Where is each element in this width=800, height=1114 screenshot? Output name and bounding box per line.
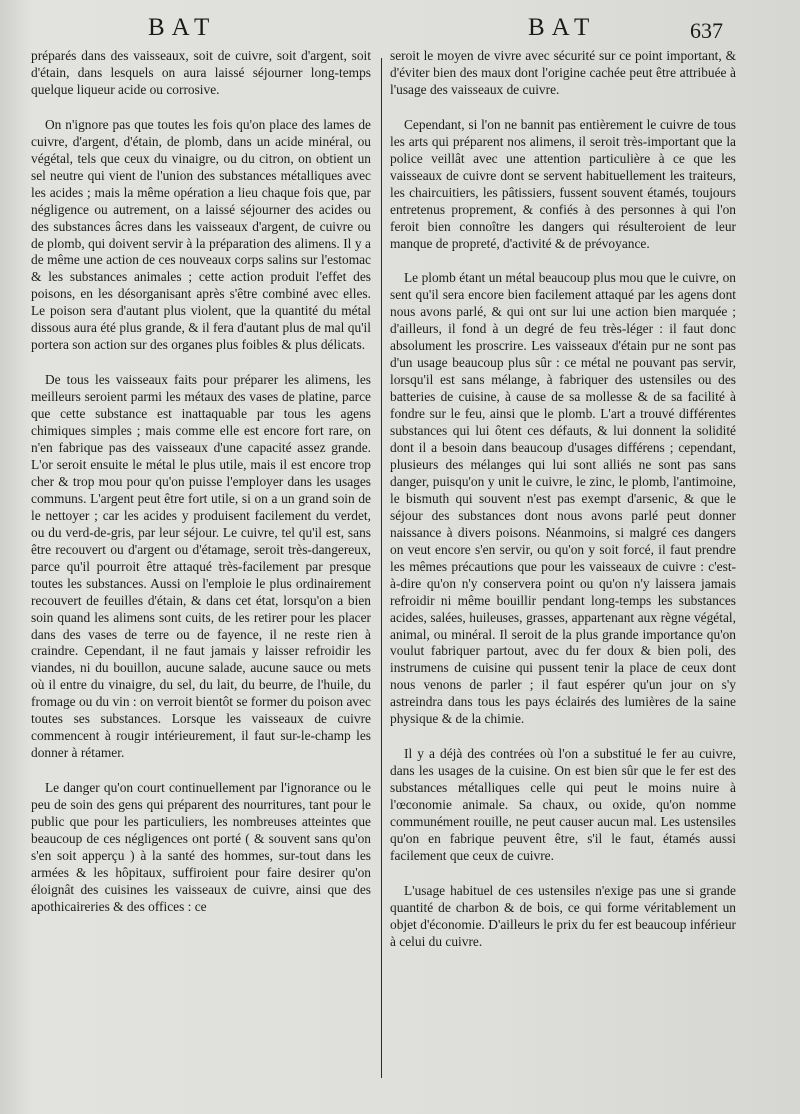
left-column	[31, 48, 371, 916]
page-number: 637	[690, 18, 723, 43]
running-header-left: BAT	[148, 14, 217, 41]
paragraph: seroit le moyen de vivre avec sécurité sur ce point important, & d'éviter bien des maux dont l'origine cachée peut être attribuée à l'usage des vaisseaux de cuivre.	[390, 48, 736, 97]
paragraph: Cependant, si l'on ne bannit pas entièrement le cuivre de tous les arts qui préparent nos alimens, il seroit très-important que la police veillât avec une attention particulière à ce que les vaisseaux de cuivre dont se servent habituellement les traiteurs, les chaircuitiers, les pâtissiers, fussent souvent étamés, toujours entretenus proprement, & confiés à des personnes à qui l'on feroit bien connoître les dangers qui résulteroient de leur manque de propreté, d'activité & de prévoyance.	[390, 116, 736, 251]
paragraph: Il y a déjà des contrées où l'on a substitué le fer au cuivre, dans les usages de la cuisine. On est bien sûr que le fer est des substances métalliques celle qui peut le moins nuire à l'œconomie animale. Sa chaux, ou oxide, qu'on nomme communément rouille, ne peut causer aucun mal. Les ustensiles qu'on en fabrique peuvent être, s'il le faut, étamés aussi facilement que ceux de cuivre.	[390, 746, 736, 863]
column-divider	[381, 58, 382, 1078]
paragraph: Le plomb étant un métal beaucoup plus mou que le cuivre, on sent qu'il sera encore bien facilement attaqué par les agens dont nous avons parlé, & qui ont sur lui une action bien marquée ; d'ailleurs, il fond à un degré de feu très-léger : il faut donc absolument les proscrire. Les vaisseaux d'étain pur ne sont pas d'un usage beaucoup plus sûr : ce métal ne pouvant pas servir, lorsqu'il est sans mélange, à fabriquer des ustensiles ou des batteries de cuisine, à cause de sa mollesse & de sa facilité à fondre sur le feu, ainsi que le plomb. L'art a trouvé différentes substances qui lui ôtent ces défauts, & lui donnent la solidité dont il a besoin dans beaucoup d'usages différens ; cependant, plusieurs des mélanges qui lui sont alliés ne sont pas sans danger, puisqu'on y unit le cuivre, le zinc, le plomb, l'antimoine, le bismuth qui souvent n'est pas exempt d'arsenic, & que le séjour des substances dont nous avons parlé peut donner naissance à divers poisons. Néanmoins, si malgré ces dangers on veut encore s'en servir, ou qu'on y soit forcé, il faut prendre les mêmes précautions que pour les vaisseaux de cuivre : c'est-à-dire qu'on n'y conservera point ou qu'on n'y laissera jamais refroidir ni même bouillir pendant long-temps les substances acides, salées, huileuses, grasses, appartenant aux règne végétal, animal, ou minéral. Il seroit de la plus grande importance qu'on voulut fabriquer partout, avec du fer doux & bien poli, des instrumens de cuisine qui pussent tenir la place de ceux dont nous venons de parler ; il faut espérer qu'un jour on s'y astreindra dans tous les pays éclairés des lumières de la saine physique & de la chimie.	[390, 270, 736, 727]
paragraph: Le danger qu'on court continuellement par l'ignorance ou le peu de soin des gens qui préparent des nourritures, tant pour le public que pour les particuliers, les nombreuses atteintes que beaucoup de ces négligences ont porté ( & souvent sans qu'on s'en soit apperçu ) à la santé des hommes, sur-tout dans les armées & les hôpitaux, suffiroient pour faire desirer qu'on éloignât des cuisines les vaisseaux de cuivre, ainsi que des apothicaireries & des offices : ce	[31, 780, 371, 914]
running-header-right: BAT	[528, 14, 597, 41]
right-column	[390, 48, 736, 951]
paragraph: préparés dans des vaisseaux, soit de cuivre, soit d'argent, soit d'étain, dans lesquels on aura laissé séjourner long-temps quelque liqueur acide ou corrosive.	[31, 48, 371, 97]
paragraph: De tous les vaisseaux faits pour préparer les alimens, les meilleurs seroient parmi les métaux des vases de platine, parce que cette substance est inattaquable par tous les agens chimiques simples ; mais comme elle est encore fort rare, on n'en fabrique pas des vaisseaux d'une capacité assez grande. L'or seroit ensuite le métal le plus utile, mais il est encore trop cher & trop mou pour qu'on puisse l'employer dans les usages communs. L'argent peut être fort utile, si on a un grand soin de le nettoyer ; car les acides y produisent facilement du verdet, ou du verd-de-gris, par leur séjour. Le cuivre, tel qu'il est, sans être recouvert ou d'argent ou d'étamage, seroit très-dangereux, parce qu'il pourroit être attaqué très-facilement par presque toutes les substances. Aussi on l'emploie le plus ordinairement recouvert de feuilles d'étain, & dans cet état, lorsqu'on a bien soin quand les alimens sont cuits, de les retirer pour les placer dans des vases de terre ou de fayence, il ne reste rien à craindre. Cependant, il ne faut jamais y laisser refroidir les viandes, ni du bouillon, aucune salade, aucune sauce ou mets où il entre du vinaigre, du sel, du lait, du beurre, de l'huile, du fromage ou du vin : on verroit bientôt se former du poison avec toutes ses substances. Lorsque les vaisseaux de cuivre commencent à rougir intérieurement, il faut sur-le-champ les donner à rétamer.	[31, 372, 371, 761]
paragraph: L'usage habituel de ces ustensiles n'exige pas une si grande quantité de charbon & de bois, ce qui forme véritablement un objet d'économie. D'ailleurs le prix du fer est beaucoup inférieur à celui du cuivre.	[390, 882, 736, 949]
paragraph: On n'ignore pas que toutes les fois qu'on place des lames de cuivre, d'argent, d'étain, de plomb, dans un acide minéral, ou végétal, tels que ceux du vinaigre, ou du citron, on obtient un sel neutre qui vient de l'union des substances métalliques avec les acides ; mais la même opération a lieu chaque fois que, par négligence ou autrement, on a laissé séjourner des acides ou des substances âcres dans les vaisseaux d'argent, de cuivre ou de plomb, qui doivent servir à la préparation des alimens. Il y a de même une action de ces nouveaux corps salins sur l'estomac & les substances animales ; cette action produit l'effet des poisons, en les désorganisant après s'être combiné avec elles. Le poison sera d'autant plus violent, que la quantité du métal dissous aura été plus grande, & il fera d'autant plus de mal qu'il portera son action sur des organes plus foibles & plus délicats.	[31, 116, 371, 353]
